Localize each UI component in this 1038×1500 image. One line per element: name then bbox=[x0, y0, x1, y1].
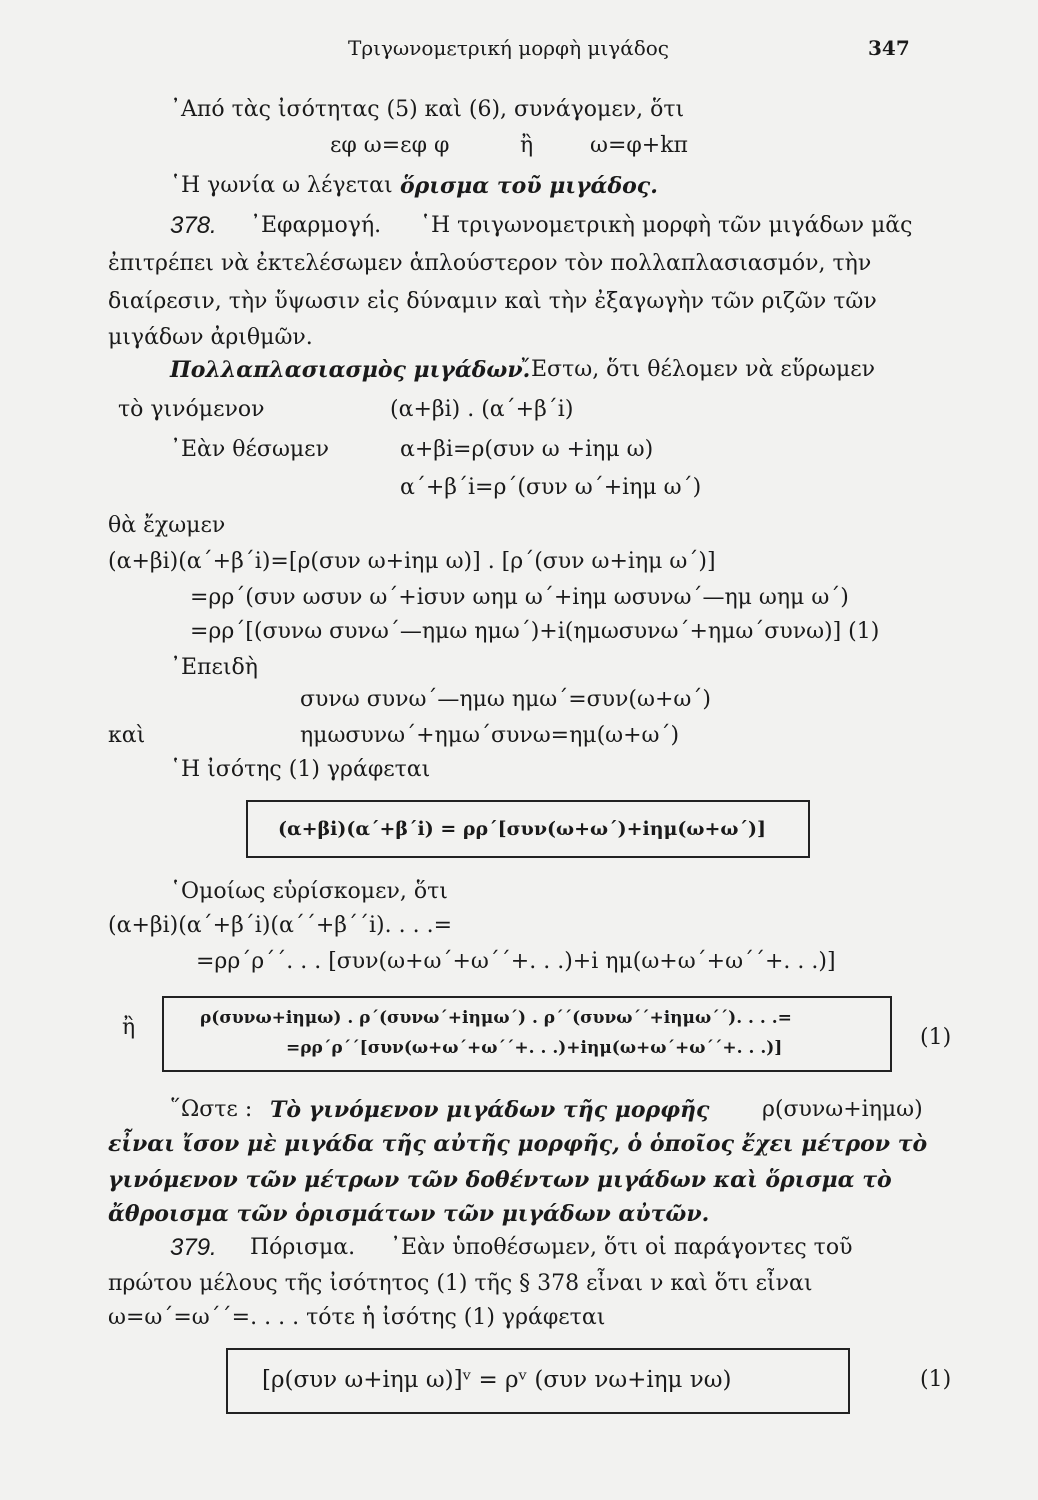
section-number: 379. bbox=[170, 1234, 217, 1261]
text-line: ῞Ωστε : bbox=[170, 1097, 253, 1122]
theorem-text: εἶναι ἴσον μὲ μιγάδα τῆς αὐτῆς μορφῆς, ὁ ὁποῖος ἔχει μέτρον τὸ bbox=[108, 1131, 928, 1157]
definition-term: ὅρισμα τοῦ μιγάδος. bbox=[400, 173, 658, 199]
theorem-text: γινόμενον τῶν μέτρων τῶν δοθέντων μιγάδων καὶ ὅρισμα τὸ bbox=[108, 1167, 892, 1193]
equation: =ρρ΄(συν ωσυν ω΄+iσυν ωημ ω΄+iημ ωσυνω΄—ημ ωημ ω΄) bbox=[190, 585, 849, 610]
theorem-text: ἄθροισμα τῶν ὁρισμάτων τῶν μιγάδων αὐτῶν. bbox=[108, 1201, 710, 1227]
page-number: 347 bbox=[868, 36, 910, 60]
boxed-equation: =ρρ΄ρ΄΄[συν(ω+ω΄+ω΄΄+. . .)+iημ(ω+ω΄+ω΄΄+. . .)] bbox=[286, 1038, 783, 1058]
text-line: ᾿Εὰν ὑποθέσωμεν, ὅτι οἱ παράγοντες τοῦ bbox=[390, 1235, 853, 1260]
equation: ημωσυνω΄+ημω΄συνω=ημ(ω+ω΄) bbox=[300, 723, 680, 748]
text-line: ῾Η γωνία ω λέγεται bbox=[170, 173, 393, 198]
text-or: ἢ bbox=[520, 133, 534, 158]
text-line: ῾Η τριγωνομετρικὴ μορφὴ τῶν μιγάδων μᾶς bbox=[420, 213, 913, 238]
theorem-text: Τὸ γινόμενον μιγάδων τῆς μορφῆς bbox=[270, 1097, 710, 1123]
equation: (α+βi) . (α΄+β΄i) bbox=[390, 397, 574, 422]
text-line: ῎Εστω, ὅτι θέλομεν νὰ εὕρωμεν bbox=[520, 357, 876, 382]
boxed-equation: ρ(συνω+iημω) . ρ΄(συνω΄+iημω΄) . ρ΄΄(συνω΄΄+iημω΄΄). . . .= bbox=[200, 1008, 792, 1028]
section-number: 378. bbox=[170, 212, 217, 239]
text-line: ᾿Από τὰς ἰσότητας (5) καὶ (6), συνάγομεν, ὅτι bbox=[170, 97, 685, 122]
equation: συνω συνω΄—ημω ημω΄=συν(ω+ω΄) bbox=[300, 687, 711, 712]
section-title: Πόρισμα. bbox=[250, 1235, 356, 1260]
text-line: καὶ bbox=[108, 723, 146, 748]
text-line: ω=ω΄=ω΄΄=. . . . τότε ἡ ἰσότης (1) γράφεται bbox=[108, 1305, 606, 1330]
boxed-equation: [ρ(συν ω+iημ ω)]ᵛ = ρᵛ (συν νω+iημ νω) bbox=[262, 1367, 732, 1393]
running-title: Τριγωνομετρική μορφὴ μιγάδος bbox=[348, 36, 669, 60]
boxed-formula bbox=[246, 800, 810, 858]
equation: =ρρ΄[(συνω συνω΄—ημω ημω΄)+i(ημωσυνω΄+ημω΄συνω)] (1) bbox=[190, 619, 880, 644]
text-line: τὸ γινόμενον bbox=[118, 397, 265, 422]
equation-number: (1) bbox=[920, 1367, 952, 1392]
boxed-equation: (α+βi)(α΄+β΄i) = ρρ΄[συν(ω+ω΄)+iημ(ω+ω΄)] bbox=[278, 818, 767, 840]
equation: α+βi=ρ(συν ω +iημ ω) bbox=[400, 437, 654, 462]
text-or: ἢ bbox=[122, 1015, 136, 1040]
text-line: ῾Η ἰσότης (1) γράφεται bbox=[170, 757, 431, 782]
equation: εφ ω=εφ φ bbox=[330, 133, 450, 158]
equation: =ρρ΄ρ΄΄. . . [συν(ω+ω΄+ω΄΄+. . .)+i ημ(ω+ω΄+ω΄΄+. . .)] bbox=[196, 949, 836, 974]
equation-number: (1) bbox=[920, 1025, 952, 1050]
equation: ω=φ+kπ bbox=[590, 133, 689, 158]
subsection-heading: Πολλαπλασιασμὸς μιγάδων. bbox=[170, 357, 531, 383]
equation: α΄+β΄i=ρ΄(συν ω΄+iημ ω΄) bbox=[400, 475, 702, 500]
text-line: μιγάδων ἀριθμῶν. bbox=[108, 325, 313, 350]
boxed-formula bbox=[226, 1348, 850, 1414]
boxed-formula bbox=[162, 996, 892, 1072]
equation: (α+βi)(α΄+β΄i)(α΄΄+β΄΄i). . . .= bbox=[108, 913, 453, 938]
equation: (α+βi)(α΄+β΄i)=[ρ(συν ω+iημ ω)] . [ρ΄(συν ω+iημ ω΄)] bbox=[108, 549, 716, 574]
text-line: θὰ ἔχωμεν bbox=[108, 513, 226, 538]
text-line: ᾿Επειδὴ bbox=[170, 655, 258, 680]
equation: ρ(συνω+iημω) bbox=[762, 1097, 923, 1122]
text-line: ἐπιτρέπει νὰ ἐκτελέσωμεν ἁπλούστερον τὸν πολλαπλασιασμόν, τὴν bbox=[108, 251, 872, 276]
text-line: ᾿Εὰν θέσωμεν bbox=[170, 437, 329, 462]
text-line: ῾Ομοίως εὑρίσκομεν, ὅτι bbox=[170, 879, 448, 904]
section-title: ᾿Εφαρμογή. bbox=[250, 213, 382, 238]
text-line: πρώτου μέλους τῆς ἰσότητος (1) τῆς § 378 εἶναι ν καὶ ὅτι εἶναι bbox=[108, 1271, 813, 1296]
text-line: διαίρεσιν, τὴν ὕψωσιν εἰς δύναμιν καὶ τὴν ἐξαγωγὴν τῶν ριζῶν τῶν bbox=[108, 289, 877, 314]
